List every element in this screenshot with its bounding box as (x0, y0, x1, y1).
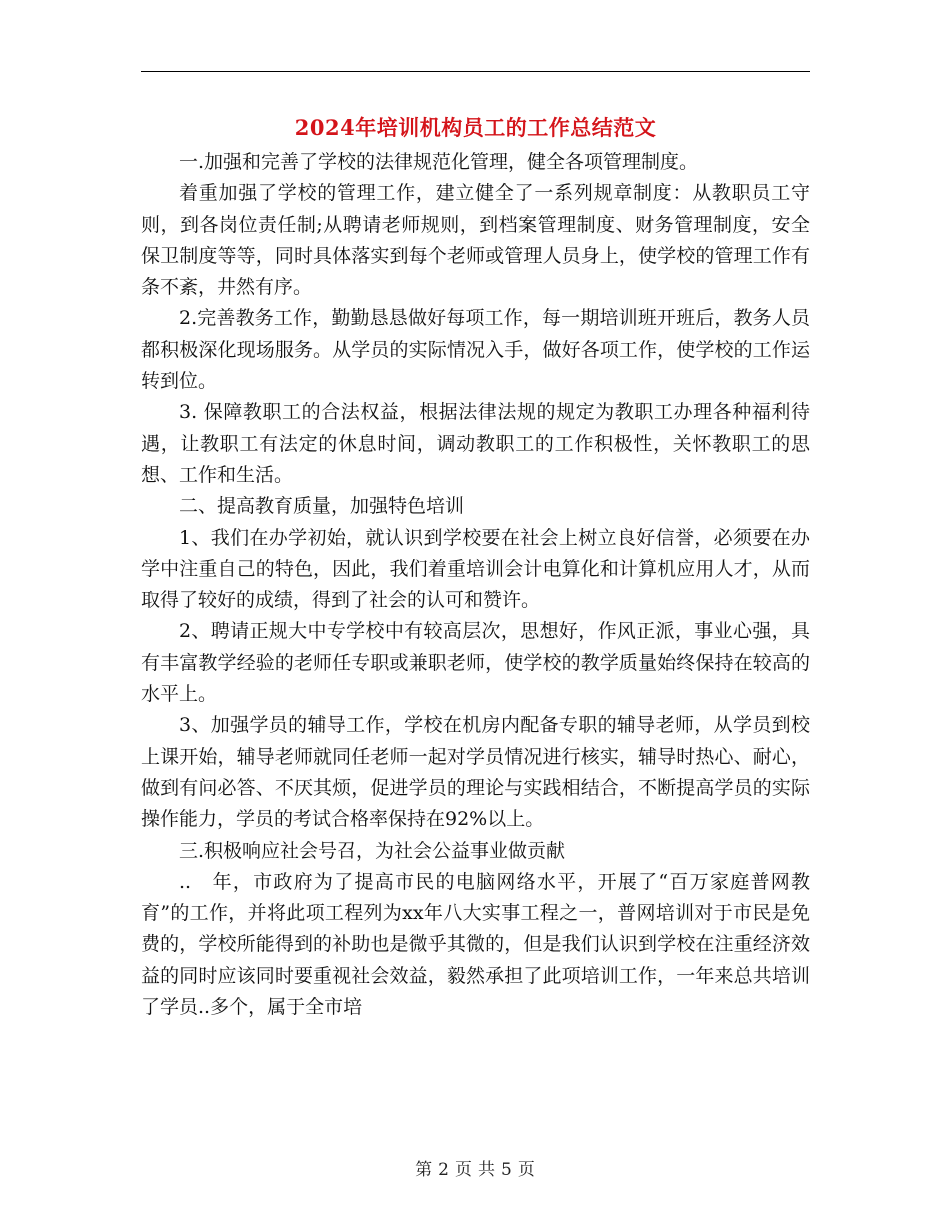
section-heading-2: 二、提高教育质量，加强特色培训 (179, 495, 465, 518)
document-title: 2024年培训机构员工的工作总结范文 (294, 115, 657, 140)
paragraph: 3、加强学员的辅导工作，学校在机房内配备专职的辅导老师，从学员到校上课开始，辅导老师就同任老师一起对学员情况进行核实，辅导时热心、耐心，做到有问必答、不厌其烦，促进学员的理论与实践相结合，不断提高学员的实际操作能力，学员的考试合格率保持在92%以上。 (141, 714, 810, 831)
footer-suffix: 页 (517, 1160, 535, 1180)
document-body (141, 147, 810, 1023)
header-rule (141, 71, 810, 72)
section-heading-1: 一.加强和完善了学校的法律规范化管理，健全各项管理制度。 (179, 151, 699, 173)
page-footer (0, 1155, 950, 1180)
paragraph: 2.完善教务工作，勤勤恳恳做好每项工作，每一期培训班开班后，教务人员都积极深化现场服务。从学员的实际情况入手，做好各项工作，使学校的工作运转到位。 (141, 307, 810, 393)
paragraph: 1、我们在办学初始，就认识到学校要在社会上树立良好信誉，必须要在办学中注重自己的特色，因此，我们着重培训会计电算化和计算机应用人才，从而取得了较好的成绩，得到了社会的认可和赞许。 (141, 526, 810, 612)
paragraph: 3. 保障教职工的合法权益，根据法律法规的规定为教职工办理各种福利待遇，让教职工有法定的休息时间，调动教职工的工作积极性，关怀教职工的思想、工作和生活。 (141, 401, 810, 486)
paragraph: 着重加强了学校的管理工作，建立健全了一系列规章制度：从教职员工守则，到各岗位责任制;从聘请老师规则，到档案管理制度、财务管理制度，安全保卫制度等等，同时具体落实到每个老师或管理人员身上，使学校的管理工作有条不紊，井然有序。 (141, 182, 810, 299)
paragraph: .. 年，市政府为了提高市民的电脑网络水平，开展了“百万家庭普网教育”的工作，并将此项工程列为xx年八大实事工程之一，普网培训对于市民是免费的，学校所能得到的补助也是微乎其微的，但是我们认识到学校在注重经济效益的同时应该同时要重视社会效益，毅然承担了此项培训工作，一年来总共培训了学员..多个，属于全市培 (141, 870, 810, 1019)
footer-prefix: 第 (415, 1160, 433, 1180)
total-page-count: 5 (501, 1160, 512, 1180)
footer-total-word: 共 (478, 1160, 495, 1180)
section-heading-3: 三.积极响应社会号召，为社会公益事业做贡献 (179, 839, 566, 862)
current-page-number: 2 (438, 1160, 449, 1180)
footer-page-word: 页 (455, 1160, 472, 1180)
paragraph: 2、聘请正规大中专学校中有较高层次，思想好，作风正派，事业心强，具有丰富教学经验的老师任专职或兼职老师，使学校的教学质量始终保持在较高的水平上。 (141, 620, 810, 706)
